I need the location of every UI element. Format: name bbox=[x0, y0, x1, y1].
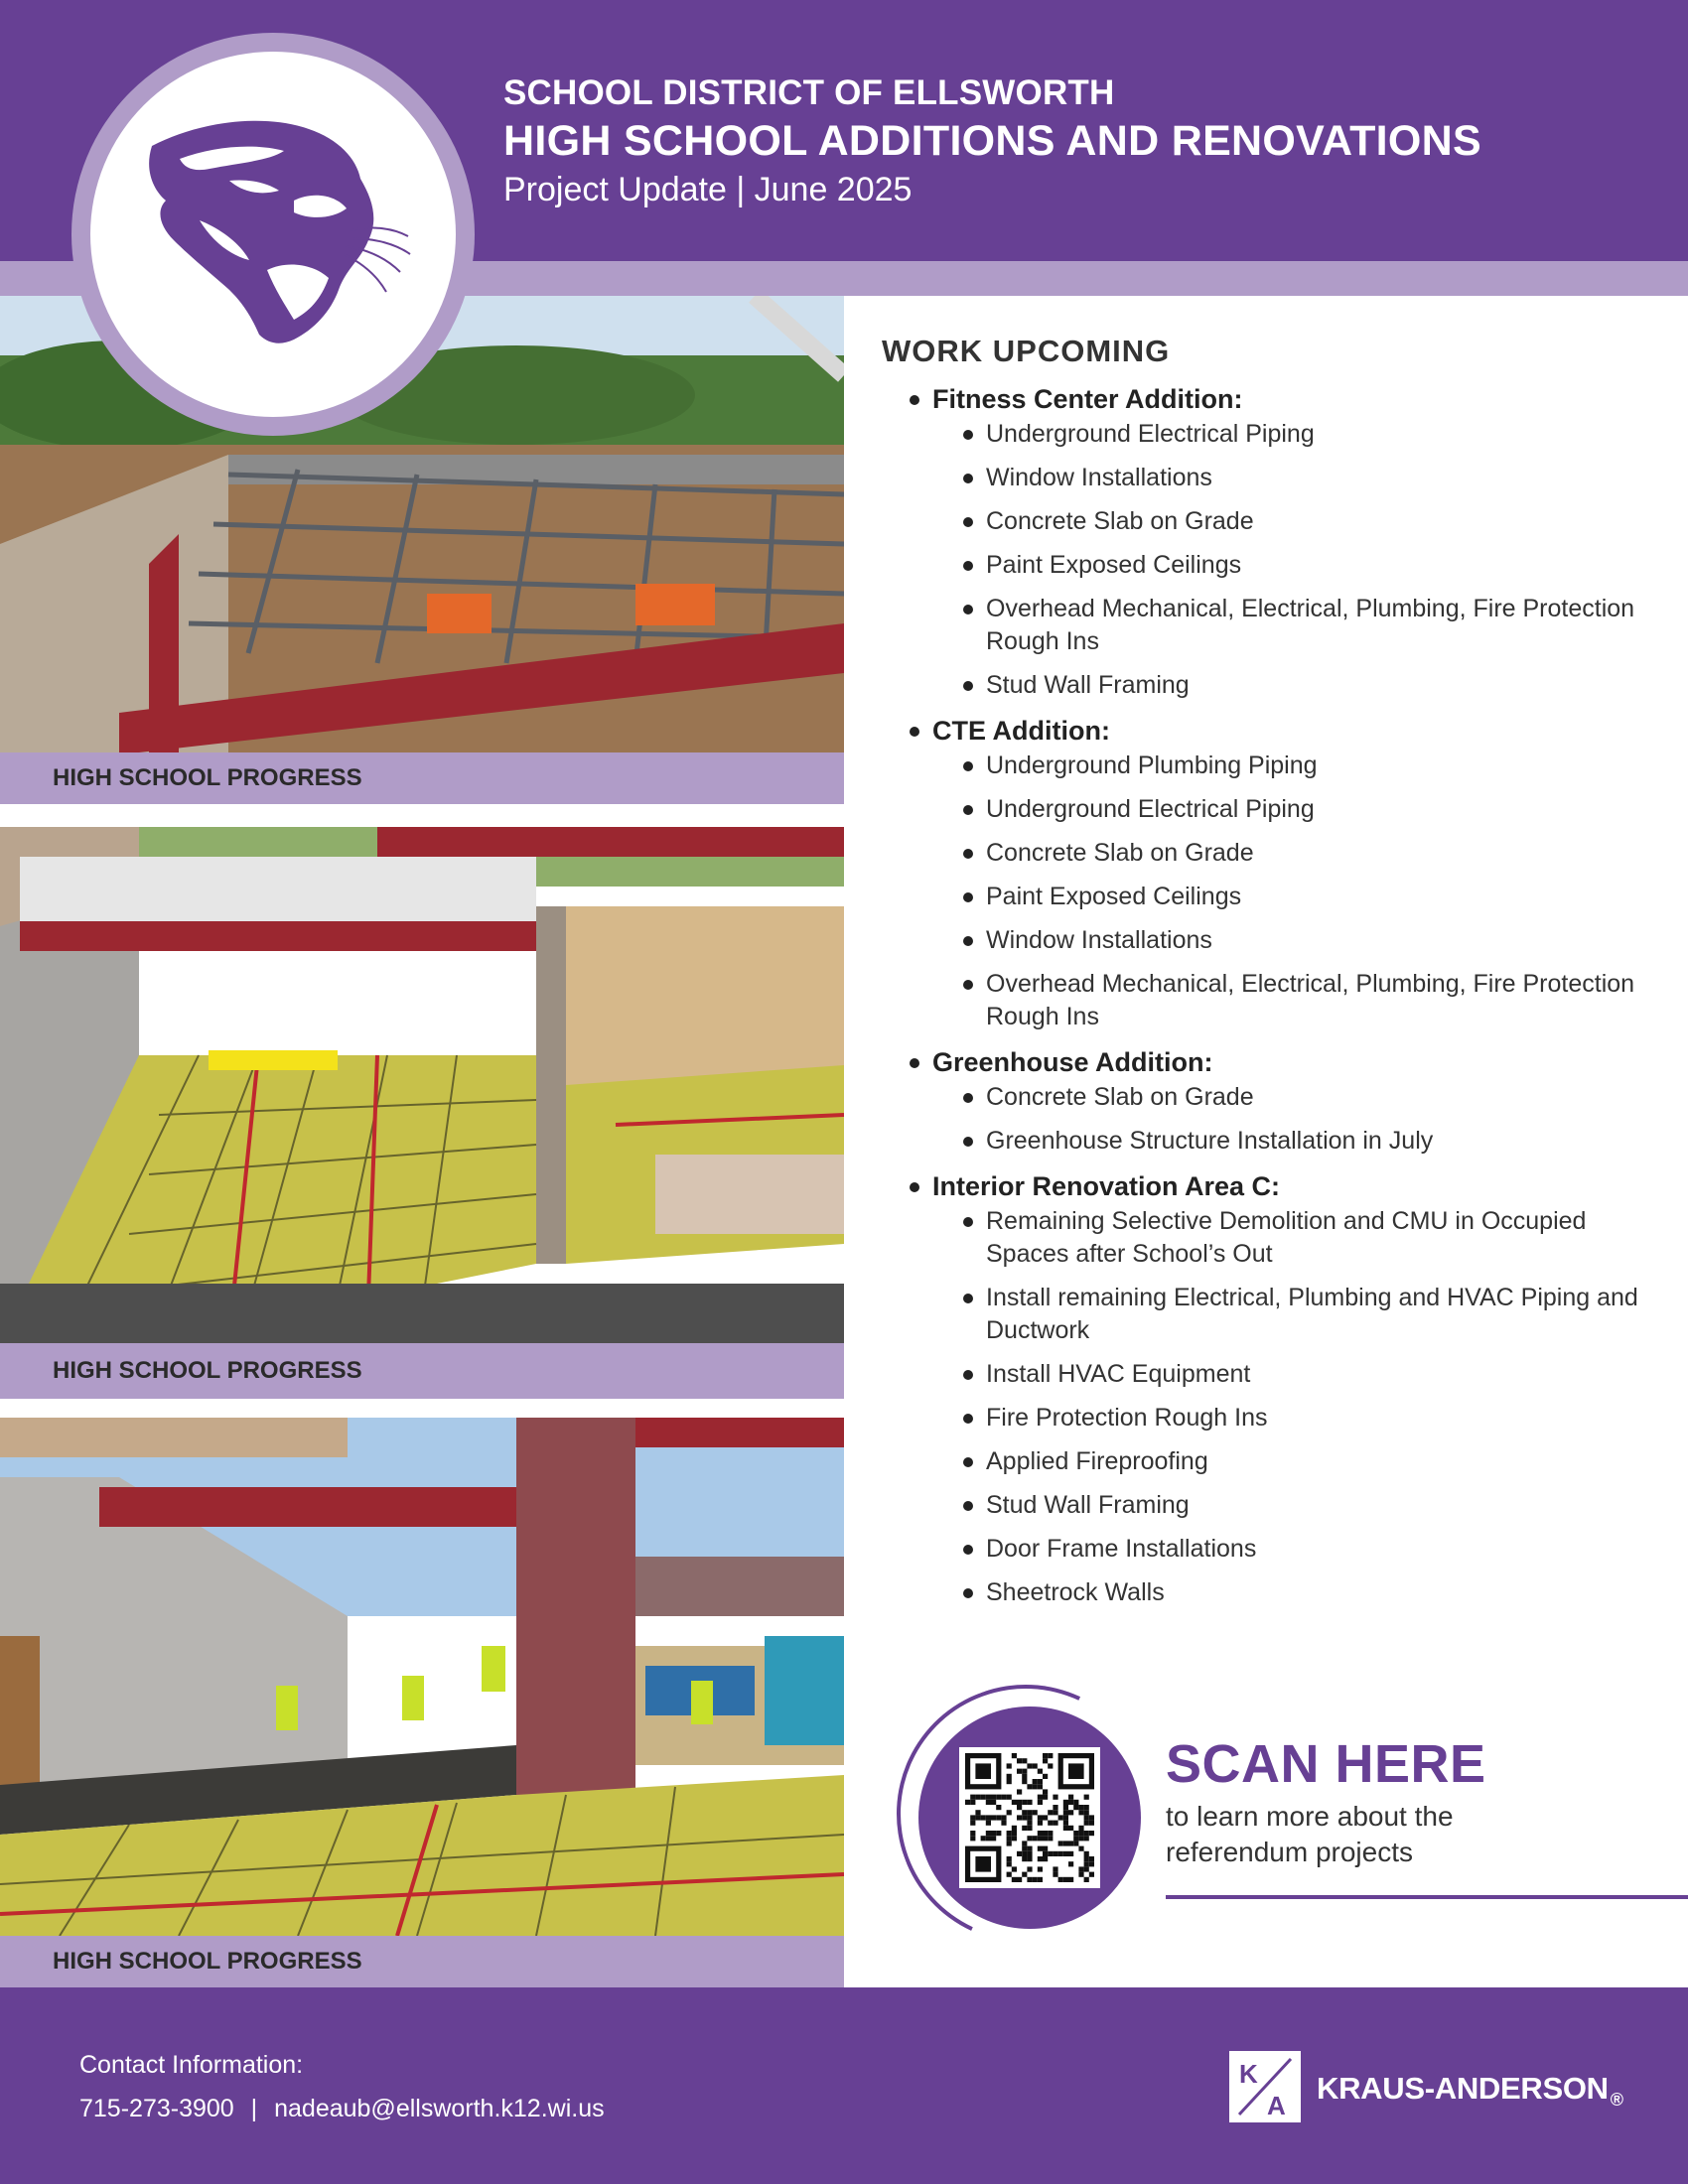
company-name-text: KRAUS-ANDERSON bbox=[1317, 2071, 1609, 2106]
work-category bbox=[906, 1045, 1660, 1158]
contact-label: Contact Information: bbox=[79, 2051, 304, 2079]
list-item: Greenhouse Structure Installation in July bbox=[960, 1125, 1660, 1158]
list-item: Concrete Slab on Grade bbox=[960, 505, 1660, 538]
category-items bbox=[932, 418, 1660, 702]
construction-photo-concrete-pour-icon bbox=[0, 1418, 844, 1936]
work-category bbox=[906, 714, 1660, 1033]
list-item: Stud Wall Framing bbox=[960, 1489, 1660, 1522]
list-item: Underground Electrical Piping bbox=[960, 793, 1660, 826]
list-item: Paint Exposed Ceilings bbox=[960, 549, 1660, 582]
list-item: Concrete Slab on Grade bbox=[960, 1081, 1660, 1114]
work-upcoming-heading: WORK UPCOMING bbox=[882, 334, 1171, 368]
category-items bbox=[932, 750, 1660, 1033]
list-item: Remaining Selective Demolition and CMU in Occupied Spaces after School’s Out bbox=[960, 1205, 1660, 1271]
category-items bbox=[932, 1205, 1660, 1609]
progress-photo-3 bbox=[0, 1418, 844, 1936]
list-item: Applied Fireproofing bbox=[960, 1445, 1660, 1478]
list-item: Underground Electrical Piping bbox=[960, 418, 1660, 451]
panther-icon bbox=[90, 52, 456, 417]
scan-line-2: referendum projects bbox=[1166, 1837, 1414, 1867]
list-item: Install HVAC Equipment bbox=[960, 1358, 1660, 1391]
qr-code-icon bbox=[965, 1753, 1094, 1882]
list-item: Underground Plumbing Piping bbox=[960, 750, 1660, 782]
category-items bbox=[932, 1081, 1660, 1158]
scan-line-1: to learn more about the bbox=[1166, 1801, 1454, 1832]
qr-code[interactable] bbox=[959, 1747, 1100, 1888]
photo-caption-2: HIGH SCHOOL PROGRESS bbox=[0, 1343, 844, 1399]
logo-letter-a: A bbox=[1267, 2091, 1286, 2120]
category-label: Greenhouse Addition: bbox=[932, 1047, 1213, 1077]
list-item: Paint Exposed Ceilings bbox=[960, 881, 1660, 913]
contact-phone[interactable]: 715-273-3900 bbox=[79, 2095, 234, 2122]
list-item: Door Frame Installations bbox=[960, 1533, 1660, 1566]
scan-here-heading: SCAN HERE bbox=[1166, 1734, 1486, 1794]
category-label: CTE Addition: bbox=[932, 716, 1110, 746]
contact-separator: | bbox=[250, 2095, 258, 2122]
list-item: Concrete Slab on Grade bbox=[960, 837, 1660, 870]
scan-here-description bbox=[1166, 1799, 1454, 1870]
photo-caption-3: HIGH SCHOOL PROGRESS bbox=[0, 1936, 844, 1987]
list-item: Install remaining Electrical, Plumbing and HVAC Piping and Ductwork bbox=[960, 1282, 1660, 1347]
district-name: SCHOOL DISTRICT OF ELLSWORTH bbox=[503, 73, 1115, 112]
construction-photo-rebar-slab-icon bbox=[0, 827, 844, 1343]
work-category bbox=[906, 382, 1660, 702]
list-item: Window Installations bbox=[960, 924, 1660, 957]
company-name bbox=[1317, 2071, 1623, 2111]
list-item: Window Installations bbox=[960, 462, 1660, 494]
scan-divider bbox=[1166, 1895, 1688, 1899]
logo-letter-k: K bbox=[1239, 2059, 1258, 2089]
work-upcoming-list bbox=[906, 382, 1660, 1621]
contact-email[interactable]: nadeaub@ellsworth.k12.wi.us bbox=[274, 2095, 605, 2122]
list-item: Sheetrock Walls bbox=[960, 1576, 1660, 1609]
page-subtitle: Project Update | June 2025 bbox=[503, 171, 913, 208]
list-item: Stud Wall Framing bbox=[960, 669, 1660, 702]
work-category bbox=[906, 1169, 1660, 1609]
list-item: Overhead Mechanical, Electrical, Plumbing, Fire Protection Rough Ins bbox=[960, 593, 1660, 658]
category-label: Fitness Center Addition: bbox=[932, 384, 1243, 414]
page-title: HIGH SCHOOL ADDITIONS AND RENOVATIONS bbox=[503, 117, 1482, 165]
registered-mark: ® bbox=[1610, 2090, 1623, 2111]
list-item: Overhead Mechanical, Electrical, Plumbing, Fire Protection Rough Ins bbox=[960, 968, 1660, 1033]
category-label: Interior Renovation Area C: bbox=[932, 1171, 1281, 1201]
photo-caption-1: HIGH SCHOOL PROGRESS bbox=[0, 752, 844, 804]
list-item: Fire Protection Rough Ins bbox=[960, 1402, 1660, 1434]
contact-details bbox=[79, 2095, 605, 2123]
progress-photo-2 bbox=[0, 827, 844, 1343]
panther-logo-badge bbox=[71, 33, 475, 436]
kraus-anderson-logo-icon bbox=[1229, 2051, 1301, 2122]
